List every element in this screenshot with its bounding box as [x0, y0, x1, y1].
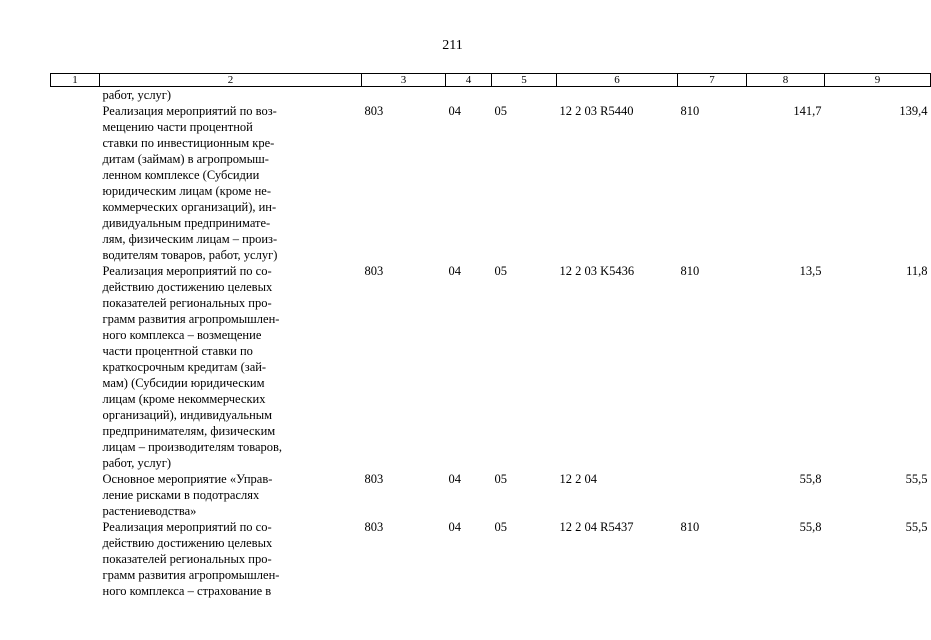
- row-section-code: 04: [448, 104, 461, 118]
- description-line: дитам (займам) в агропромыш-: [102, 152, 269, 166]
- description-line: мещению части процентной: [102, 120, 253, 134]
- description-line: предпринимателям, физическим: [102, 424, 276, 438]
- row-admin-code: 803: [364, 472, 384, 486]
- description-line: работ, услуг): [102, 456, 172, 470]
- row-subsection-code: 05: [494, 104, 507, 118]
- description-line: Реализация мероприятий по воз-: [102, 104, 277, 118]
- row-target-article: 12 2 03 K5436: [559, 264, 635, 278]
- row-target-article: 12 2 04: [559, 472, 597, 486]
- row-amount-year-2: 55,5: [905, 520, 928, 534]
- row-expense-type: 810: [680, 520, 700, 534]
- row-subsection-code: 05: [494, 520, 507, 534]
- description-line: водителям товаров, работ, услуг): [102, 248, 278, 262]
- header-row: [51, 74, 931, 87]
- row-section-code: 04: [448, 520, 461, 534]
- row-amount-year-2: 55,5: [905, 472, 928, 486]
- row-target-article: 12 2 03 R5440: [559, 104, 634, 118]
- description-line: Реализация мероприятий по со-: [102, 264, 272, 278]
- header-col-2: 2: [100, 74, 362, 87]
- row-subsection-code: 05: [494, 472, 507, 486]
- description-line: части процентной ставки по: [102, 344, 253, 358]
- row-description: [100, 471, 362, 519]
- row-amount-year-1: 55,8: [799, 472, 822, 486]
- row-expense-type: [678, 471, 747, 519]
- row-admin-code: 803: [364, 104, 384, 118]
- header-col-6: 6: [557, 74, 678, 87]
- row-admin-code: 803: [364, 520, 384, 534]
- row-amount-year-1: 55,8: [799, 520, 822, 534]
- description-line: показателей региональных про-: [102, 296, 272, 310]
- row-section-code: [446, 87, 492, 104]
- description-line: работ, услуг): [102, 88, 172, 102]
- row-col-1: [51, 103, 100, 263]
- table-body: [51, 87, 931, 600]
- row-subsection-code: [492, 87, 557, 104]
- description-line: организаций), индивидуальным: [102, 408, 273, 422]
- description-line: юридическим лицам (кроме не-: [102, 184, 271, 198]
- header-col-5: 5: [492, 74, 557, 87]
- row-admin-code: [362, 87, 446, 104]
- table-row: [51, 263, 931, 471]
- row-col-1: [51, 263, 100, 471]
- description-line: действию достижению целевых: [102, 536, 273, 550]
- description-line: краткосрочным кредитам (зай-: [102, 360, 267, 374]
- description-line: грамм развития агропромышлен-: [102, 568, 280, 582]
- description-line: растениеводства»: [102, 504, 197, 518]
- row-amount-year-1: 141,7: [793, 104, 822, 118]
- table-row: [51, 87, 931, 104]
- row-description: [100, 263, 362, 471]
- row-col-1: [51, 87, 100, 104]
- header-col-3: 3: [362, 74, 446, 87]
- row-target-article: 12 2 04 R5437: [559, 520, 634, 534]
- row-amount-year-1: [747, 87, 825, 104]
- description-line: действию достижению целевых: [102, 280, 273, 294]
- header-col-7: 7: [678, 74, 747, 87]
- header-col-8: 8: [747, 74, 825, 87]
- description-line: показателей региональных про-: [102, 552, 272, 566]
- table-row: [51, 103, 931, 263]
- description-line: ставки по инвестиционным кре-: [102, 136, 275, 150]
- header-col-4: 4: [446, 74, 492, 87]
- description-line: лицам (кроме некоммерческих: [102, 392, 266, 406]
- description-line: лям, физическим лицам – произ-: [102, 232, 278, 246]
- row-amount-year-1: 13,5: [799, 264, 822, 278]
- description-line: ленном комплексе (Субсидии: [102, 168, 260, 182]
- description-line: ного комплекса – возмещение: [102, 328, 262, 342]
- row-expense-type: 810: [680, 264, 700, 278]
- row-expense-type: [678, 87, 747, 104]
- row-section-code: 04: [448, 264, 461, 278]
- row-description: [100, 519, 362, 599]
- row-amount-year-2: 11,8: [906, 264, 928, 278]
- row-expense-type: 810: [680, 104, 700, 118]
- description-line: ление рисками в подотраслях: [102, 488, 260, 502]
- description-line: грамм развития агропромышлен-: [102, 312, 280, 326]
- row-description: [100, 87, 362, 104]
- description-line: коммерческих организаций), ин-: [102, 200, 277, 214]
- page-number: 211: [442, 38, 463, 53]
- row-subsection-code: 05: [494, 264, 507, 278]
- row-description: [100, 103, 362, 263]
- table-row: [51, 519, 931, 599]
- table-header: [51, 74, 931, 87]
- row-admin-code: 803: [364, 264, 384, 278]
- header-col-9: 9: [825, 74, 931, 87]
- row-col-1: [51, 519, 100, 599]
- row-amount-year-2: 139,4: [899, 104, 928, 118]
- budget-table: [50, 73, 931, 599]
- description-line: ного комплекса – страхование в: [102, 584, 272, 598]
- description-line: лицам – производителям товаров,: [102, 440, 283, 454]
- row-target-article: [557, 87, 678, 104]
- description-line: Реализация мероприятий по со-: [102, 520, 272, 534]
- header-col-1: 1: [51, 74, 100, 87]
- description-line: Основное мероприятие «Управ-: [102, 472, 273, 486]
- description-line: мам) (Субсидии юридическим: [102, 376, 265, 390]
- table-row: [51, 471, 931, 519]
- description-line: дивидуальным предпринимате-: [102, 216, 271, 230]
- row-amount-year-2: [825, 87, 931, 104]
- row-col-1: [51, 471, 100, 519]
- row-section-code: 04: [448, 472, 461, 486]
